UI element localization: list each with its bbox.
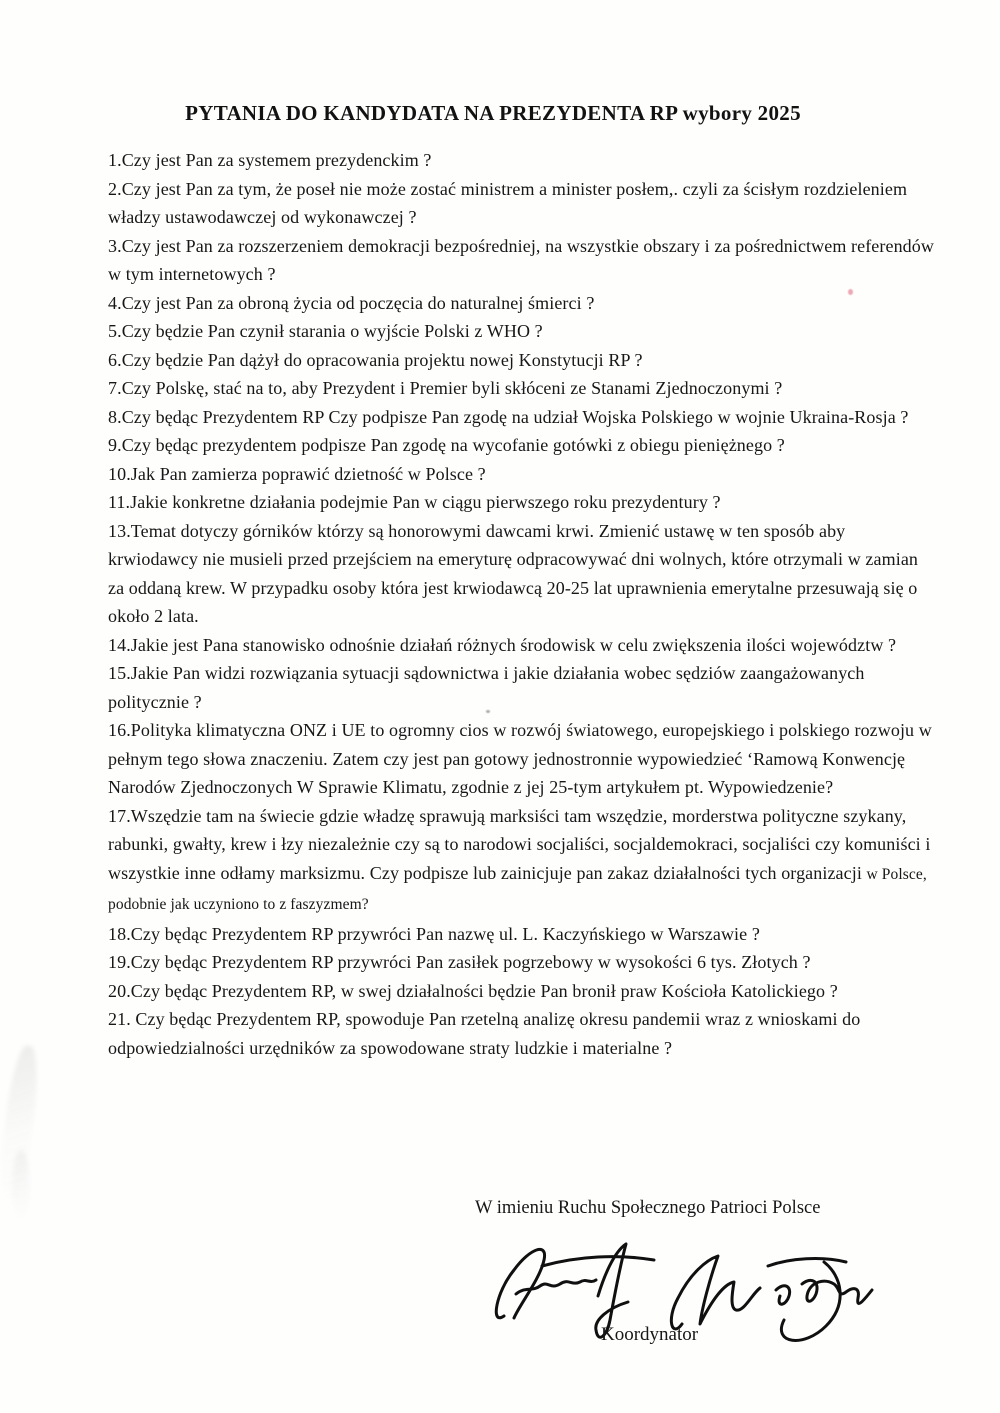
footer-role-label: Koordynator: [601, 1324, 699, 1345]
question-item-18: 18.Czy będąc Prezydentem RP przywróci Pan nazwę ul. L. Kaczyńskiego w Warszawie ?: [108, 923, 760, 944]
question-item-11: 11.Jakie konkretne działania podejmie Pan w ciągu pierwszego roku prezydentury ?: [108, 492, 721, 512]
question-item-15: 15.Jakie Pan widzi rozwiązania sytuacji sądownictwa i jakie działania wobec sędziów zaangażowanych politycznie ?: [108, 663, 865, 712]
question-item-7: 7.Czy Polskę, stać na to, aby Prezydent i Premier byli skłóceni ze Stanami Zjednoczonymi ?: [108, 378, 783, 398]
question-item-9: 9.Czy będąc prezydentem podpisze Pan zgodę na wycofanie gotówki z obiegu pieniężnego ?: [108, 435, 785, 455]
question-item-4: 4.Czy jest Pan za obroną życia od poczęcia do naturalnej śmierci ?: [108, 292, 595, 313]
document-title: PYTANIA DO KANDYDATA NA PREZYDENTA RP wybory 2025: [185, 101, 801, 125]
question-item-6: 6.Czy będzie Pan dążył do opracowania projektu nowej Konstytucji RP ?: [108, 349, 643, 370]
question-item-5: 5.Czy będzie Pan czynił starania o wyjście Polski z WHO ?: [108, 321, 543, 341]
question-item-8: 8.Czy będąc Prezydentem RP Czy podpisze Pan zgodę na udział Wojska Polskiego w wojnie Ukraina-Rosja ?: [108, 406, 909, 427]
question-item-17: [108, 802, 936, 920]
question-item-14: 14.Jakie jest Pana stanowisko odnośnie działań różnych środowisk w celu zwiększenia ilości województw ?: [108, 634, 897, 655]
scan-smudge-artifact: [12, 1150, 30, 1220]
question-item-20: 20.Czy będąc Prezydentem RP, w swej działalności będzie Pan bronił praw Kościoła Katolickiego ?: [108, 980, 838, 1001]
question-item-13: 13.Temat dotyczy górników którzy są honorowymi dawcami krwi. Zmienić ustawę w ten sposób aby krwiodawcy nie musieli przed przejściem na emeryturę odpracowywać dni wolnych, które otrzymali w zamian za oddaną krew. W przypadku osoby która jest krwiodawcą 20-25 lat uprawnienia emerytalne przesuwają się o około 2 lata.: [108, 520, 919, 626]
question-item-2: 2.Czy jest Pan za tym, że poseł nie może zostać ministrem a minister posłem,. czyli za ścisłym rozdzieleniem władzy ustawodawczej od wykonawczej ?: [108, 178, 908, 227]
question-item-16: 16.Polityka klimatyczna ONZ i UE to ogromny cios w rozwój światowego, europejskiego i polskiego rozwoju w pełnym tego słowa znaczeniu. Zatem czy jest pan gotowy jednostronnie wypowiedzieć ‘Ramową Konwencję Narodów Zjednoczonych W Sprawie Klimatu, zgodnie z jej 25-tym artykułem pt. Wypowiedzenie?: [108, 720, 932, 797]
footer-on-behalf: W imieniu Ruchu Społecznego Patrioci Polsce: [475, 1198, 821, 1218]
question-17-small-tail: w Polsce, podobnie jak uczyniono to z faszyzmem?: [108, 865, 927, 913]
question-item-3: 3.Czy jest Pan za rozszerzeniem demokracji bezpośredniej, na wszystkie obszary i za pośrednictwem referendów w tym internetowych ?: [108, 235, 934, 284]
question-item-19: 19.Czy będąc Prezydentem RP przywróci Pan zasiłek pogrzebowy w wysokości 6 tys. Złotych ?: [108, 952, 811, 972]
questions-list: [108, 146, 936, 1062]
scan-speck-artifact: [486, 710, 490, 713]
question-17-main: 17.Wszędzie tam na świecie gdzie władzę sprawują marksiści tam wszędzie, morderstwa polityczne szykany, rabunki, gwałty, krew i łzy niezależnie czy są to narodowi socjaliści, socjaldemokraci, socjaliści czy komuniści i wszystkie inne odłamy marksizmu. Czy podpisze lub zainicjuje pan zakaz działalności tych organizacji: [108, 805, 931, 883]
question-item-1: 1.Czy jest Pan za systemem prezydenckim ?: [108, 150, 432, 170]
question-item-10: 10.Jak Pan zamierza poprawić dzietność w Polsce ?: [108, 463, 486, 484]
scan-speck-artifact: [848, 289, 853, 295]
question-item-21: 21. Czy będąc Prezydentem RP, spowoduje Pan rzetelną analizę okresu pandemii wraz z wnioskami do odpowiedzialności urzędników za spowodowane straty ludzkie i materialne ?: [108, 1009, 861, 1058]
